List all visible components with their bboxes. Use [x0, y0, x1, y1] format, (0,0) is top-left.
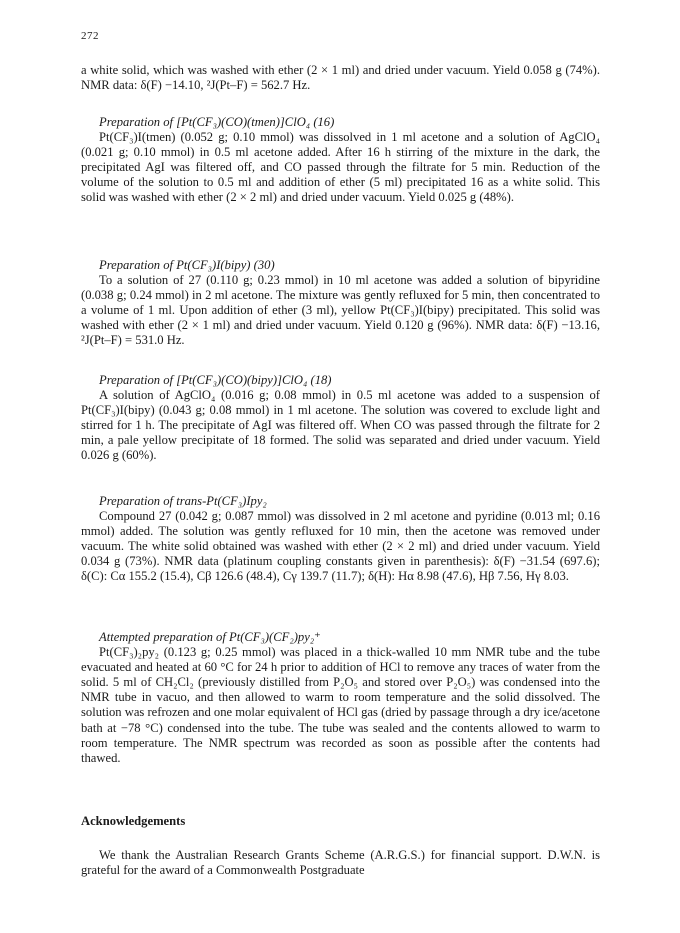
section-heading: Preparation of [Pt(CF₃)(CO)(tmen)]ClO₄ (16) — [99, 115, 335, 129]
section-trans-py — [81, 494, 600, 585]
acknowledgements-block — [81, 848, 600, 878]
acknowledgements-heading: Acknowledgements — [81, 814, 186, 828]
acknowledgements-body: We thank the Australian Research Grants Scheme (A.R.G.S.) for financial support. D.W.N. is grateful for the award of a Commonwealth Postgraduate — [81, 848, 600, 878]
section-heading: Preparation of [Pt(CF₃)(CO)(bipy)]ClO₄ (18) — [99, 373, 332, 387]
continuation-text: a white solid, which was washed with ether (2 × 1 ml) and dried under vacuum. Yield 0.058 g (74%). NMR data: δ(F) −14.10, ²J(Pt–F) = 562.7 Hz. — [81, 63, 600, 93]
page-number: 272 — [81, 30, 99, 42]
section-body: A solution of AgClO₄ (0.016 g; 0.08 mmol) in 0.5 ml acetone was added to a suspension of Pt(CF₃)I(bipy) (0.043 g; 0.08 mmol) in 1 ml acetone. The solution was covered to exclude light and stirred for 1 h. The precipitate of AgI was filtered off. When CO was passed through the filtrate for 2 min, a pale yellow precipitate of 18 formed. The solid was separated and dried under vacuum. Yield 0.026 g (60%). — [81, 388, 600, 463]
section-attempted — [81, 630, 600, 766]
section-heading: Preparation of trans-Pt(CF₃)Ipy₂ — [99, 494, 267, 508]
section-16 — [81, 115, 600, 206]
section-heading: Attempted preparation of Pt(CF₃)(CF₂)py₂⁺ — [99, 630, 321, 644]
section-body: Pt(CF₃)I(tmen) (0.052 g; 0.10 mmol) was dissolved in 1 ml acetone and a solution of AgClO₄ (0.021 g; 0.10 mmol) in 0.5 ml acetone added. After 16 h stirring of the mixture in the dark, the precipitated AgI was filtered off, and CO passed through the filtrate for 5 min. Reduction of the volume of the solution to 0.5 ml and addition of ether (5 ml) precipitated 16 as a white solid. This solid was washed with ether (2 × 2 ml) and dried under vacuum. Yield 0.025 g (48%). — [81, 130, 600, 205]
section-30 — [81, 258, 600, 349]
acknowledgements-heading-block — [81, 814, 600, 829]
section-18 — [81, 373, 600, 464]
section-body: Compound 27 (0.042 g; 0.087 mmol) was dissolved in 2 ml acetone and pyridine (0.013 ml; 0.16 mmol) added. The solution was gently refluxed for 10 min, then the acetone was removed under vacuum. The white solid obtained was washed with ether (2 × 2 ml) and dried under vacuum. Yield 0.034 g (73%). NMR data (platinum coupling constants given in parenthesis): δ(F) −31.54 (697.6); δ(C): Cα 155.2 (15.4), Cβ 126.6 (48.4), Cγ 139.7 (11.7); δ(H): Hα 8.98 (47.6), Hβ 7.56, Hγ 8.03. — [81, 509, 600, 584]
section-body: To a solution of 27 (0.110 g; 0.23 mmol) in 10 ml acetone was added a solution of bipyridine (0.038 g; 0.24 mmol) in 2 ml acetone. The mixture was gently refluxed for 5 min, then concentrated to a volume of 1 ml. Upon addition of ether (3 ml), yellow Pt(CF₃)I(bipy) precipitated. This solid was washed with ether (2 × 1 ml) and dried under vacuum. Yield 0.120 g (96%). NMR data: δ(F) −13.16, ²J(Pt–F) = 531.0 Hz. — [81, 273, 600, 348]
continuation-paragraph — [81, 63, 600, 93]
section-heading: Preparation of Pt(CF₃)I(bipy) (30) — [99, 258, 275, 272]
section-body: Pt(CF₃)₂py₂ (0.123 g; 0.25 mmol) was placed in a thick-walled 10 mm NMR tube and the tube evacuated and heated at 60 °C for 24 h prior to addition of HCl to remove any traces of water from the solid. 5 ml of CH₂Cl₂ (previously distilled from P₂O₅ and stored over P₂O₅) was condensed into the NMR tube in vacuo, and then allowed to warm to room temperature and the solid dissolved. The solution was refrozen and one molar equivalent of HCl gas (dried by passage through a dry ice/acetone bath at −78 °C) condensed into the tube. The tube was sealed and the contents allowed to warm to room temperature. The NMR spectrum was recorded as soon as possible after the contents had thawed. — [81, 645, 600, 765]
